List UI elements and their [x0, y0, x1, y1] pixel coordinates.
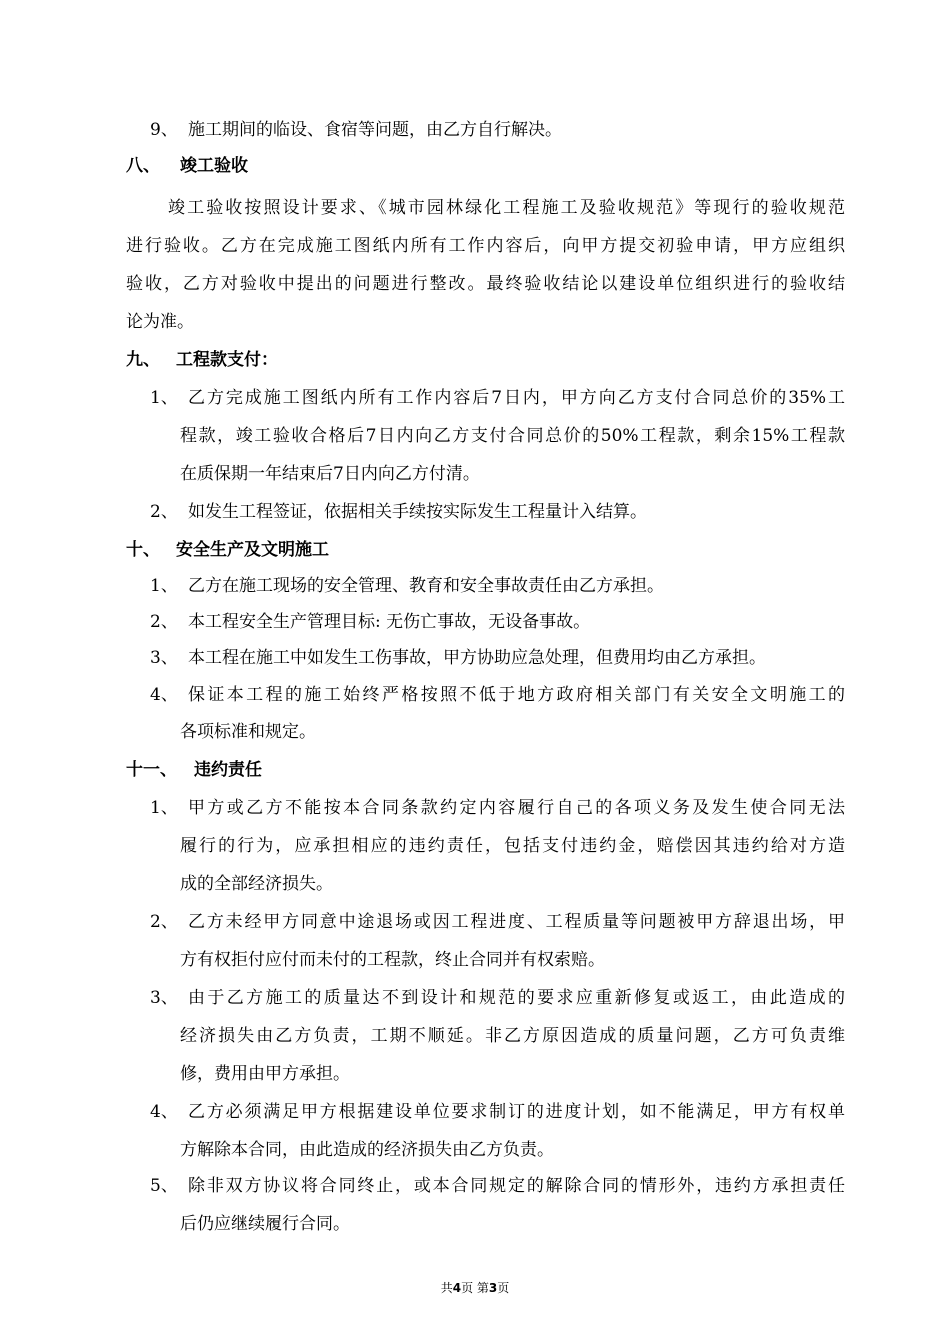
list-item-text: 方有权拒付应付而未付的工程款，终止合同并有权索赔。 — [180, 950, 605, 970]
list-item-text: 乙方未经甲方同意中途退场或因工程进度、工程质量等问题被甲方辞退出场，甲 — [188, 912, 845, 932]
section-title: 违约责任 — [194, 760, 262, 780]
paragraph-line: 论为准。 — [126, 312, 194, 332]
page-footer — [0, 1280, 950, 1296]
list-item-text: 成的全部经济损失。 — [180, 874, 333, 894]
list-number: 1、 — [150, 388, 178, 408]
list-number: 2、 — [150, 912, 178, 932]
paragraph-line: 验收，乙方对验收中提出的问题进行整改。最终验收结论以建设单位组织进行的验收结 — [126, 274, 845, 294]
paragraph-line: 进行验收。乙方在完成施工图纸内所有工作内容后，向甲方提交初验申请，甲方应组织 — [126, 236, 845, 256]
list-number: 5、 — [150, 1176, 178, 1196]
footer-mid: 页 第 — [461, 1281, 489, 1295]
list-item-text: 保证本工程的施工始终严格按照不低于地方政府相关部门有关安全文明施工的 — [188, 685, 845, 705]
list-item-text: 方解除本合同，由此造成的经济损失由乙方负责。 — [180, 1140, 554, 1160]
list-number: 2、 — [150, 612, 178, 632]
section-number: 十、 — [126, 540, 160, 560]
list-item-text: 由于乙方施工的质量达不到设计和规范的要求应重新修复或返工，由此造成的 — [188, 988, 845, 1008]
section-number: 十一、 — [126, 760, 177, 780]
list-number: 4、 — [150, 1102, 178, 1122]
list-item-text: 程款，竣工验收合格后7日内向乙方支付合同总价的50%工程款，剩余15%工程款 — [180, 426, 845, 446]
section-title: 竣工验收 — [180, 156, 248, 176]
total-pages: 4 — [452, 1281, 462, 1295]
list-item-text: 各项标准和规定。 — [180, 722, 316, 742]
list-item-text: 经济损失由乙方负责，工期不顺延。非乙方原因造成的质量问题，乙方可负责维 — [180, 1026, 845, 1046]
section-title: 工程款支付： — [176, 350, 278, 370]
list-item-text: 乙方在施工现场的安全管理、教育和安全事故责任由乙方承担。 — [188, 576, 664, 596]
list-item-text: 甲方或乙方不能按本合同条款约定内容履行自己的各项义务及发生使合同无法 — [188, 798, 845, 818]
footer-suffix: 页 — [497, 1281, 510, 1295]
list-number: 3、 — [150, 648, 178, 668]
list-number: 4、 — [150, 685, 178, 705]
list-item-text: 后仍应继续履行合同。 — [180, 1214, 350, 1234]
current-page: 3 — [488, 1281, 498, 1295]
list-item-text: 乙方必须满足甲方根据建设单位要求制订的进度计划，如不能满足，甲方有权单 — [188, 1102, 845, 1122]
list-item-text: 如发生工程签证，依据相关手续按实际发生工程量计入结算。 — [188, 502, 647, 522]
footer-prefix: 共 — [440, 1281, 453, 1295]
list-item-text: 修，费用由甲方承担。 — [180, 1064, 350, 1084]
list-item-text: 本工程在施工中如发生工伤事故，甲方协助应急处理，但费用均由乙方承担。 — [188, 648, 766, 668]
list-item-text: 履行的行为，应承担相应的违约责任，包括支付违约金，赔偿因其违约给对方造 — [180, 836, 845, 856]
list-item-text: 在质保期一年结束后7日内向乙方付清。 — [180, 464, 480, 484]
list-number: 9、 — [150, 120, 178, 140]
list-item-text: 施工期间的临设、食宿等问题，由乙方自行解决。 — [188, 120, 562, 140]
section-title: 安全生产及文明施工 — [176, 540, 329, 560]
paragraph-line: 竣工验收按照设计要求、《城市园林绿化工程施工及验收规范》等现行的验收规范 — [168, 198, 845, 218]
section-number: 九、 — [126, 350, 160, 370]
section-number: 八、 — [126, 156, 160, 176]
list-number: 3、 — [150, 988, 178, 1008]
list-number: 2、 — [150, 502, 178, 522]
list-number: 1、 — [150, 798, 178, 818]
list-item-text: 除非双方协议将合同终止，或本合同规定的解除合同的情形外，违约方承担责任 — [188, 1176, 845, 1196]
list-item-text: 乙方完成施工图纸内所有工作内容后7日内，甲方向乙方支付合同总价的35%工 — [188, 388, 845, 408]
list-item-text: 本工程安全生产管理目标: 无伤亡事故，无设备事故。 — [188, 612, 591, 632]
list-number: 1、 — [150, 576, 178, 596]
